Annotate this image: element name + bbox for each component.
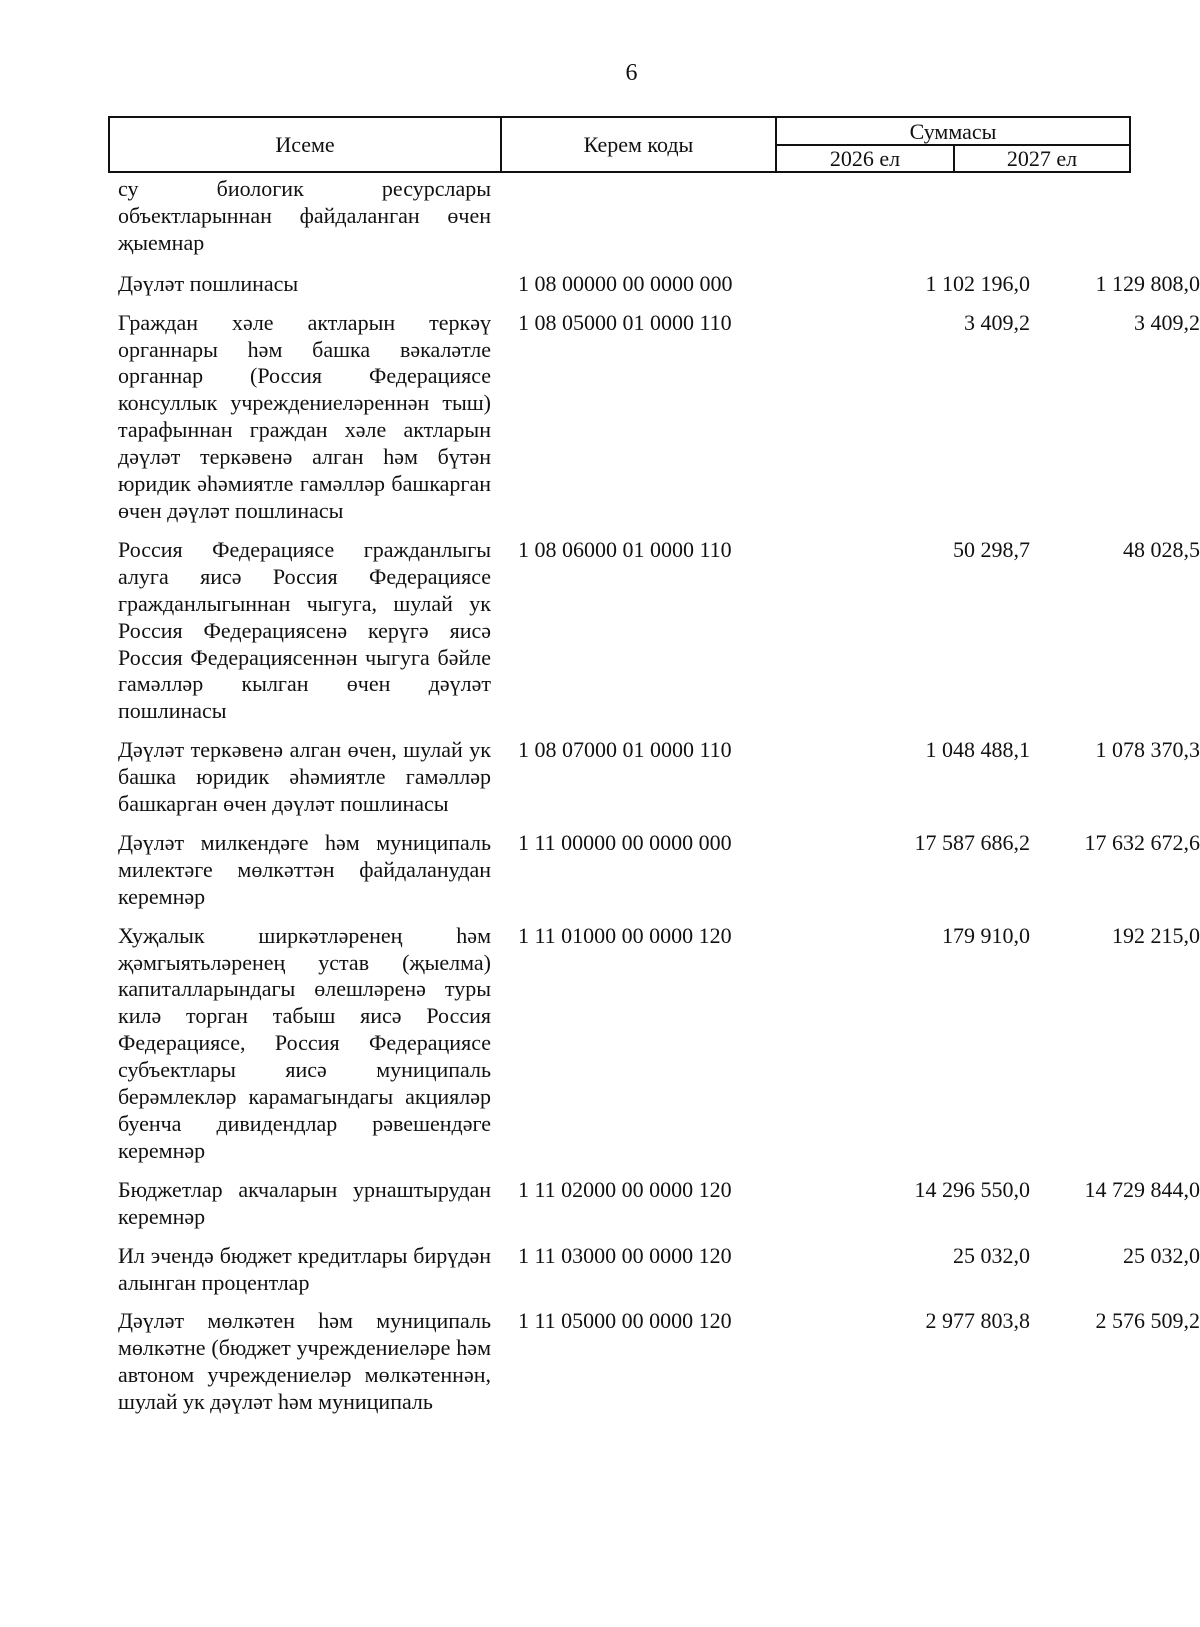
table-row [118, 922, 1200, 1165]
row-value-2026: 14 296 550,0 [914, 1176, 1030, 1202]
row-value-2027: 192 215,0 [1112, 922, 1200, 948]
row-code: 1 11 03000 00 0000 120 [518, 1242, 732, 1268]
row-value-2027: 17 632 672,6 [1084, 829, 1200, 855]
row-value-2026: 17 587 686,2 [914, 829, 1030, 855]
table-header [108, 116, 1131, 173]
row-value-2027: 2 576 509,2 [1095, 1308, 1200, 1334]
row-name: Ил эчендә бюджет кредитлары бирүдән алынган процентлар [118, 1242, 491, 1295]
table-row [118, 1242, 1200, 1297]
row-value-2027: 1 129 808,0 [1095, 270, 1200, 296]
row-value-2026: 179 910,0 [942, 922, 1030, 948]
row-name: Россия Федерациясе гражданлыгы алуга яисә Россия Федерациясе гражданлыгыннан чыгуга, шулай ук Россия Федерациясенә керүгә яисә Россия Федерациясеннән чыгуга бәйле гамәлләр кылган өчен дәүләт пошлинасы [118, 536, 491, 724]
table-row [118, 270, 1200, 298]
row-code: 1 08 05000 01 0000 110 [518, 309, 732, 335]
row-name: Дәүләт мөлкәтен һәм муниципаль мөлкәтне (бюджет учреждениеләре һәм автоном учреждениеләр мөлкәтеннән, шулай ук дәүләт һәм муниципаль [118, 1308, 491, 1415]
table-row [118, 829, 1200, 911]
row-code: 1 11 00000 00 0000 000 [518, 829, 732, 855]
page-number: 6 [625, 60, 638, 86]
row-code: 1 11 05000 00 0000 120 [518, 1308, 732, 1334]
column-header-year-2027: 2027 ел [1006, 146, 1078, 171]
row-value-2026: 3 409,2 [964, 309, 1030, 335]
row-name: су биологик ресурслары объектларыннан файдаланган өчен җыемнар [118, 176, 491, 255]
row-value-2026: 1 048 488,1 [925, 737, 1030, 763]
row-value-2027: 48 028,5 [1123, 536, 1200, 562]
row-value-2026: 1 102 196,0 [925, 270, 1030, 296]
row-name: Хуҗалык ширкәтләренең һәм җәмгыятьләренең устав (җыелма) капиталларындагы өлешләренә туры килә торган табыш яисә Россия Федерациясе, Россия Федерациясе субъектлары яисә муниципаль берәмлекләр карамагындагы акцияләр буенча дивидендлар рәвешендәге керемнәр [118, 922, 491, 1163]
row-code: 1 11 02000 00 0000 120 [518, 1176, 732, 1202]
column-header-code: Керем коды [502, 118, 777, 171]
row-value-2027: 14 729 844,0 [1084, 1176, 1200, 1202]
table-row [118, 309, 1200, 525]
row-code: 1 08 06000 01 0000 110 [518, 536, 732, 562]
row-value-2027: 25 032,0 [1123, 1242, 1200, 1268]
table-row [118, 1176, 1200, 1231]
row-code: 1 11 01000 00 0000 120 [518, 922, 732, 948]
table-row [118, 737, 1200, 818]
table-row [118, 1308, 1200, 1416]
row-name: Дәүләт милкендәге һәм муниципаль милектәге мөлкәттән файдаланудан керемнәр [118, 829, 491, 909]
column-header-sum: Суммасы [777, 118, 1129, 146]
table-row [118, 536, 1200, 725]
row-name: Бюджетлар акчаларын урнаштырудан керемнәр [118, 1176, 491, 1229]
row-code: 1 08 00000 00 0000 000 [518, 270, 733, 296]
row-name: Дәүләт пошлинасы [118, 270, 299, 296]
row-name: Граждан хәле актларын теркәү органнары һәм башка вәкаләтле органнар (Россия Федерациясе консуллык учреждениеләреннән тыш) тарафыннан граждан хәле актларын дәүләт теркәвенә алган һәм бүтән юридик әһәмиятле гамәлләр башкарган өчен дәүләт пошлинасы [118, 309, 491, 523]
column-header-name: Исеме [110, 118, 502, 171]
row-value-2026: 25 032,0 [953, 1242, 1030, 1268]
row-value-2027: 3 409,2 [1134, 309, 1200, 335]
row-value-2026: 2 977 803,8 [925, 1308, 1030, 1334]
table-body [118, 176, 1200, 1428]
row-value-2026: 50 298,7 [953, 536, 1030, 562]
row-code: 1 08 07000 01 0000 110 [518, 737, 732, 763]
column-header-year-2026: 2026 ел [777, 146, 955, 171]
row-value-2027: 1 078 370,3 [1095, 737, 1200, 763]
row-name: Дәүләт теркәвенә алган өчен, шулай ук башка юридик әһәмиятле гамәлләр башкарган өчен дәүләт пошлинасы [118, 737, 491, 817]
table-row [118, 176, 1138, 257]
